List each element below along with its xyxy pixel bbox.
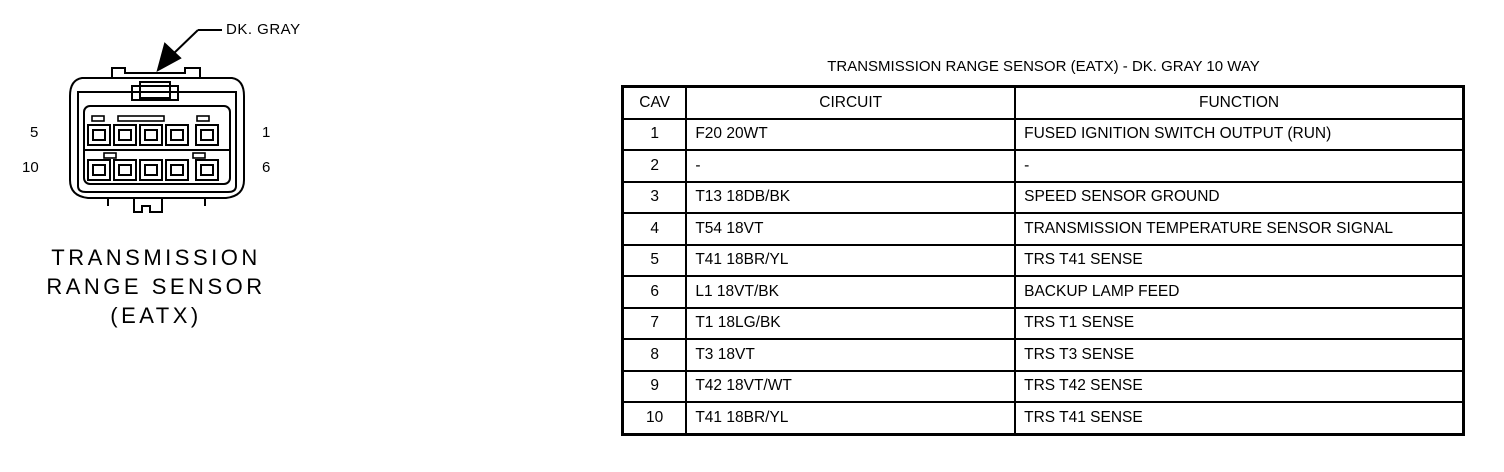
pin-label-bottom-right: 6 [262,159,271,176]
wire-color-label: DK. GRAY [226,21,301,38]
cavity-row-top [88,125,218,145]
cell-circuit: T42 18VT/WT [686,371,1015,403]
table-row [623,245,1464,277]
cell-circuit: F20 20WT [686,119,1015,151]
pinout-table [621,85,1465,436]
table-row [623,213,1464,245]
cell-circuit: T1 18LG/BK [686,308,1015,340]
cell-cav: 9 [623,371,687,403]
cell-function: - [1015,150,1463,182]
component-name [36,243,276,330]
header-function: FUNCTION [1015,87,1463,119]
cell-cav: 8 [623,339,687,371]
cell-circuit: T13 18DB/BK [686,182,1015,214]
table-row [623,402,1464,434]
component-name-line-3: (EATX) [110,303,202,328]
component-name-line-2: RANGE SENSOR [46,274,266,299]
cell-function: SPEED SENSOR GROUND [1015,182,1463,214]
cavity-row-bottom [88,160,218,180]
cell-circuit: T41 18BR/YL [686,402,1015,434]
cell-cav: 6 [623,276,687,308]
header-circuit: CIRCUIT [686,87,1015,119]
cell-function: TRS T41 SENSE [1015,245,1463,277]
pin-label-top-right: 1 [262,124,271,141]
cell-circuit: L1 18VT/BK [686,276,1015,308]
cell-cav: 5 [623,245,687,277]
pin-label-top-left: 5 [30,124,39,141]
cell-cav: 10 [623,402,687,434]
cell-cav: 1 [623,119,687,151]
cell-function: TRS T3 SENSE [1015,339,1463,371]
cell-function: TRS T41 SENSE [1015,402,1463,434]
cell-cav: 7 [623,308,687,340]
cell-circuit: T41 18BR/YL [686,245,1015,277]
table-header-row [623,87,1464,119]
cell-cav: 2 [623,150,687,182]
cell-function: TRS T1 SENSE [1015,308,1463,340]
table-row [623,276,1464,308]
cell-function: BACKUP LAMP FEED [1015,276,1463,308]
table-row [623,182,1464,214]
cell-circuit: T3 18VT [686,339,1015,371]
wire-color-arrow [158,30,222,70]
component-name-line-1: TRANSMISSION [51,245,261,270]
header-cav: CAV [623,87,687,119]
table-row [623,371,1464,403]
table-row [623,150,1464,182]
cell-function: TRS T42 SENSE [1015,371,1463,403]
table-row [623,339,1464,371]
cell-circuit: T54 18VT [686,213,1015,245]
cell-cav: 3 [623,182,687,214]
cell-cav: 4 [623,213,687,245]
table-row [623,308,1464,340]
table-title: TRANSMISSION RANGE SENSOR (EATX) - DK. GRAY 10 WAY [827,58,1260,75]
cell-circuit: - [686,150,1015,182]
cell-function: FUSED IGNITION SWITCH OUTPUT (RUN) [1015,119,1463,151]
table-row [623,119,1464,151]
cell-function: TRANSMISSION TEMPERATURE SENSOR SIGNAL [1015,213,1463,245]
pin-label-bottom-left: 10 [22,159,39,176]
